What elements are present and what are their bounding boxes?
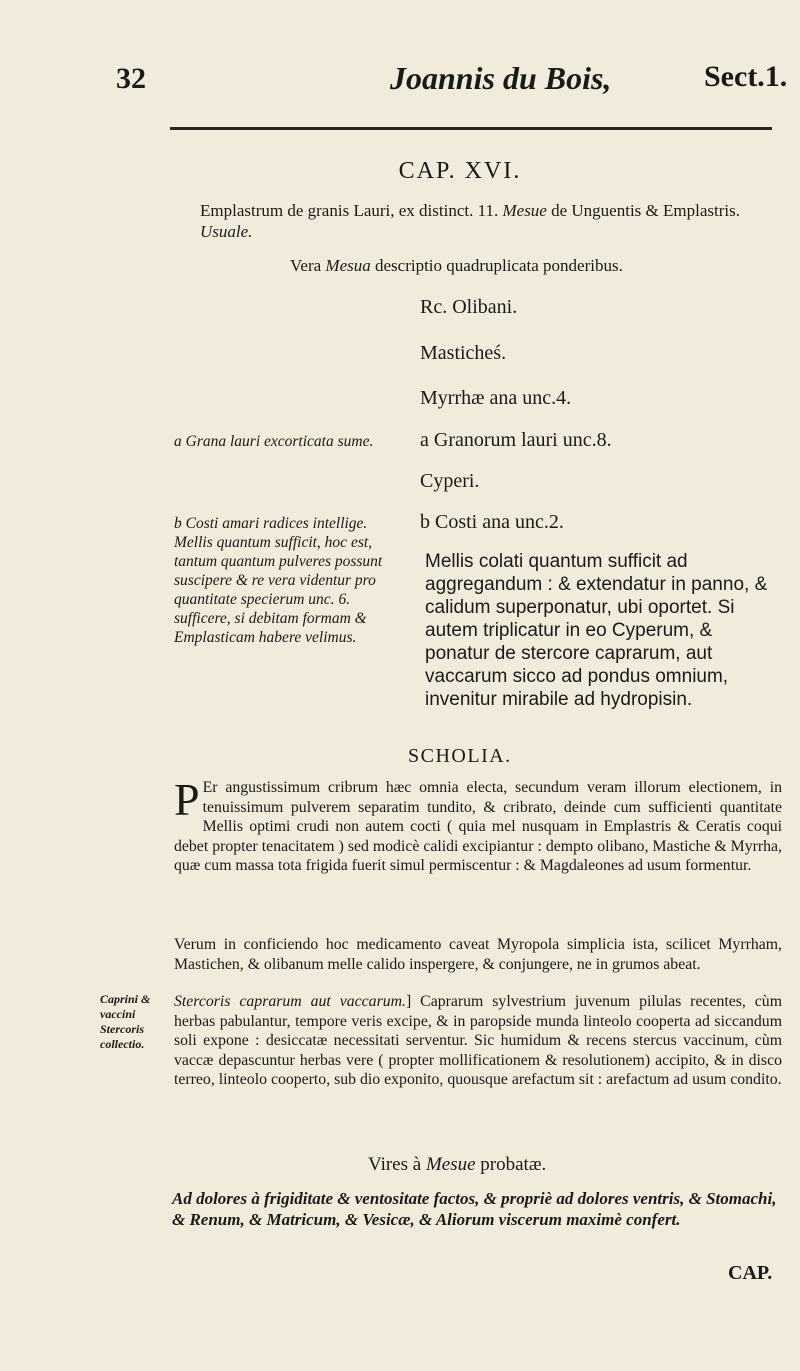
scholia-paragraph-1 <box>174 774 782 876</box>
scholia-paragraph-3-text: ] Caprarum sylvestrium juvenum pilulas recentes, cùm herbas pabulantur, tempore veris excipe, & in paropside munda linteolo cooperta ad siccandum soli expone : desiccatæ necessitati serventur. Sic humidum & recens stercus vaccinum, cùm vaccæ depascuntur herbas vere ( propter mollificationem & resolutionem) accipito, & in disco terreo, linteolo cooperto, sub dio exponito, quousque arefactum sit : arefactum ad usum condito. <box>174 993 782 1089</box>
vires-post: probatæ. <box>475 1154 547 1175</box>
catchword: CAP. <box>728 1262 773 1284</box>
chapter-title <box>200 200 780 242</box>
vera-line <box>290 256 623 276</box>
recipe-line-2: Myrrhæ ana unc.4. <box>420 387 572 409</box>
chapter-title-post: de Unguentis & Emplastris. <box>546 201 740 220</box>
scholia-paragraph-3 <box>174 992 782 1090</box>
scholia-paragraph-2: Verum in conficiendo hoc medicamento caveat Myropola simplicia ista, scilicet Myrrham, Mastichen, & olibanum melle calido inspergere, & conjungere, ne in grumos abeat. <box>174 936 782 973</box>
running-head: Joannis du Bois, <box>390 60 612 96</box>
recipe-line-4: Cyperi. <box>420 470 480 492</box>
chapter-title-line2: Usuale. <box>200 222 253 241</box>
chapter-title-pre: Emplastrum de granis Lauri, ex distinct. 11. <box>200 201 503 220</box>
page-number: 32 <box>116 62 146 95</box>
scholia-heading: SCHOLIA. <box>408 745 512 767</box>
vires-author: Mesue <box>425 1154 476 1175</box>
recipe-line-3: a Granorum lauri unc.8. <box>420 429 612 451</box>
vires-text: Ad dolores à frigiditate & ventositate factos, & propriè ad dolores ventris, & Stomachi, & Renum, & Matricum, & Vesicæ, & Aliorum viscerum maximè confert. <box>172 1189 777 1229</box>
recipe-paragraph: Mellis colati quantum sufficit ad aggregandum : & extendatur in panno, & calidum superponatur, ubi oportet. Si autem triplicatur in eo Cyperum, & ponatur de stercore caprarum, aut vaccarum sicco ad pondus omnium, invenitur mirabile ad hydropisin. <box>425 551 768 710</box>
side-note-a: a Grana lauri excorticata sume. <box>174 433 374 450</box>
recipe-line-1: Masticheś. <box>420 342 507 364</box>
vera-pre: Vera <box>290 256 326 275</box>
margin-note: Caprini & vaccini Stercoris collectio. <box>100 992 151 1051</box>
recipe-line-5: b Costi ana unc.2. <box>420 511 564 533</box>
chapter-heading: CAP. XVI. <box>398 158 522 184</box>
drop-cap: P <box>174 774 200 825</box>
vera-post: descriptio quadruplicata ponderibus. <box>370 256 623 275</box>
scholia-lemma: Stercoris caprarum aut vaccarum. <box>174 993 406 1010</box>
recipe-rx: Rc. Olibani. <box>420 296 518 318</box>
side-note-b: b Costi amari radices intellige. Mellis quantum sufficit, hoc est, tantum quantum pulveres possunt suscipere & re vera videntur pro quantitate specierum unc. 6. sufficere, si debitam formam & Emplasticam habere velimus. <box>174 515 383 646</box>
header-rule <box>170 127 772 130</box>
section-label: Sect.1. <box>704 60 788 93</box>
chapter-title-author: Mesue <box>502 201 547 220</box>
vires-pre: Vires à <box>368 1154 426 1175</box>
vera-author: Mesua <box>325 256 371 275</box>
vires-heading <box>368 1154 546 1176</box>
scholia-paragraph-1-text: Er angustissimum cribrum hæc omnia electa, secundum veram illorum electionem, in tenuissimum pulverem separatim tundito, & cribrato, deinde cum sufficienti quantitate Mellis optimi crudi non autem cocti ( quia mel nusquam in Emplastris & Ceratis coqui debet propter tenacitatem ) sed modicè calidi excipiantur : dempto olibano, Mastiche & Myrrha, quæ cum massa tota frigida fuerit simul permiscentur : & Magdaleones ad usum formentur. <box>174 779 782 875</box>
